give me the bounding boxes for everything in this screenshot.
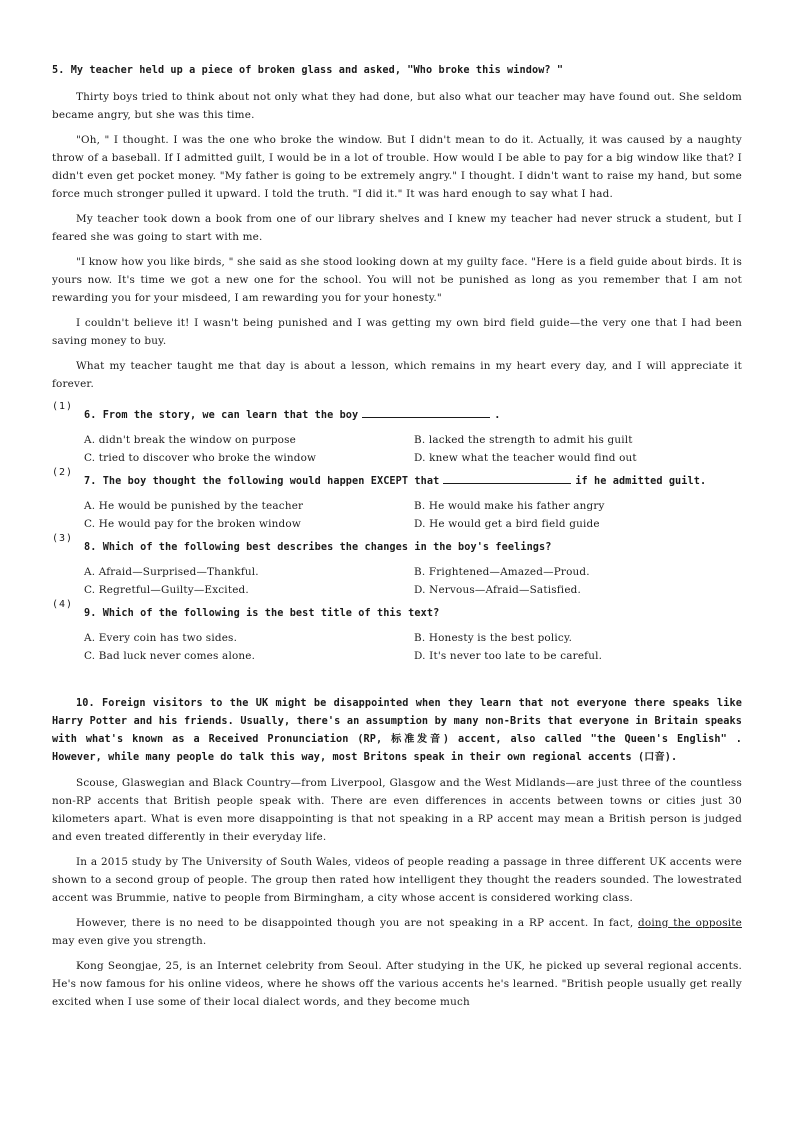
option-d[interactable]: D. He would get a bird field guide: [414, 518, 600, 530]
answer-blank[interactable]: [362, 407, 490, 418]
question-5-header: 5. My teacher held up a piece of broken glass and asked, "Who broke this window? ": [52, 65, 564, 76]
sub-question-number: (1): [52, 401, 74, 412]
sub-question-4: [52, 599, 742, 665]
question-stem: 7. The boy thought the following would happen EXCEPT that if he admitted guilt.: [84, 473, 742, 491]
sub-question-number: (2): [52, 467, 74, 478]
option-b[interactable]: B. lacked the strength to admit his guilt: [414, 434, 633, 446]
option-a[interactable]: A. He would be punished by the teacher: [84, 500, 304, 512]
options-grid: [84, 497, 742, 533]
option-b[interactable]: B. Frightened—Amazed—Proud.: [414, 566, 590, 578]
option-d[interactable]: D. Nervous—Afraid—Satisfied.: [414, 584, 582, 596]
passage-paragraph: "I know how you like birds, " she said as she stood looking down at my guilty face. "Here is a field guide about birds. It is yours now. It's time we got a new one for the school. You will not be punished as long as you remember that I am not rewarding you for your misdeed, I am rewarding you for your honesty.": [52, 256, 742, 304]
option-b[interactable]: B. He would make his father angry: [414, 500, 605, 512]
option-c[interactable]: C. He would pay for the broken window: [84, 518, 301, 530]
question-10-header: 10. Foreign visitors to the UK might be disappointed when they learn that not everyone there speaks like Harry Potter and his friends. Usually, there's an assumption by many non-Brits that everyone in Britain speaks with what's known as a Received Pronunciation (RP, 标准发音) accent, also called "the Queen's English" . However, while many people do talk this way, most Britons speak in their own regional accents (口音).: [52, 698, 749, 763]
options-grid: [84, 629, 742, 665]
option-d[interactable]: D. It's never too late to be careful.: [414, 650, 603, 662]
option-c[interactable]: C. Regretful—Guilty—Excited.: [84, 584, 249, 596]
passage-paragraph: My teacher took down a book from one of our library shelves and I knew my teacher had never struck a student, but I feared she was going to start with me.: [52, 213, 742, 243]
passage-paragraph: Scouse, Glaswegian and Black Country—from Liverpool, Glasgow and the West Midlands—are just three of the countless non-RP accents that British people speak with. There are even differences in accents between towns or cities just 30 kilometers apart. What is even more disappointing is that not speaking in a RP accent may mean a British person is judged and even treated differently in their everyday life.: [52, 777, 742, 843]
question-stem: 8. Which of the following best describes the changes in the boy's feelings?: [84, 542, 552, 553]
option-a[interactable]: A. Afraid—Surprised—Thankful.: [84, 566, 259, 578]
passage-paragraph: Thirty boys tried to think about not only what they had done, but also what our teacher may have found out. She seldom became angry, but she was this time.: [52, 91, 742, 121]
sub-question-1: [52, 401, 742, 467]
option-c[interactable]: C. Bad luck never comes alone.: [84, 650, 256, 662]
exam-page: [52, 62, 749, 1011]
options-grid: [84, 431, 742, 467]
options-grid: [84, 563, 742, 599]
passage-paragraph: "Oh, " I thought. I was the one who broke the window. But I didn't mean to do it. Actually, it was caused by a naughty throw of a baseball. If I admitted guilt, I would be in a lot of trouble. How would I be able to pay for a big window like that? I didn't even get pocket money. "My father is going to be extremely angry." I thought. I didn't want to raise my hand, but some force much stronger pulled it upward. I told the truth. "I did it." It was hard enough to say what I had.: [52, 134, 742, 200]
sub-question-3: [52, 533, 742, 599]
option-c[interactable]: C. tried to discover who broke the window: [84, 452, 317, 464]
option-a[interactable]: A. didn't break the window on purpose: [84, 434, 297, 446]
answer-blank[interactable]: [443, 473, 571, 484]
underlined-phrase: doing the opposite: [638, 917, 742, 929]
question-stem: 6. From the story, we can learn that the boy .: [84, 407, 742, 425]
sub-question-2: [52, 467, 742, 533]
option-d[interactable]: D. knew what the teacher would find out: [414, 452, 637, 464]
passage-paragraph: Kong Seongjae, 25, is an Internet celebrity from Seoul. After studying in the UK, he picked up several regional accents. He's now famous for his online videos, where he shows off the various accents he's learned. "British people usually get really excited when I use some of their local dialect words, and they become much: [52, 960, 742, 1008]
passage-paragraph: In a 2015 study by The University of South Wales, videos of people reading a passage in three different UK accents were shown to a second group of people. The group then rated how intelligent they thought the readers sounded. The lowestrated accent was Brummie, native to people from Birmingham, a city whose accent is considered working class.: [52, 856, 742, 904]
passage-paragraph: However, there is no need to be disappointed though you are not speaking in a RP accent. In fact, doing the opposite may even give you strength.: [52, 917, 742, 947]
option-a[interactable]: A. Every coin has two sides.: [84, 632, 238, 644]
sub-question-number: (4): [52, 599, 74, 610]
passage-paragraph: I couldn't believe it! I wasn't being punished and I was getting my own bird field guide—the very one that I had been saving money to buy.: [52, 317, 742, 347]
sub-question-number: (3): [52, 533, 74, 544]
question-stem: 9. Which of the following is the best title of this text?: [84, 608, 440, 619]
option-b[interactable]: B. Honesty is the best policy.: [414, 632, 573, 644]
passage-paragraph: What my teacher taught me that day is about a lesson, which remains in my heart every day, and I will appreciate it forever.: [52, 360, 742, 390]
